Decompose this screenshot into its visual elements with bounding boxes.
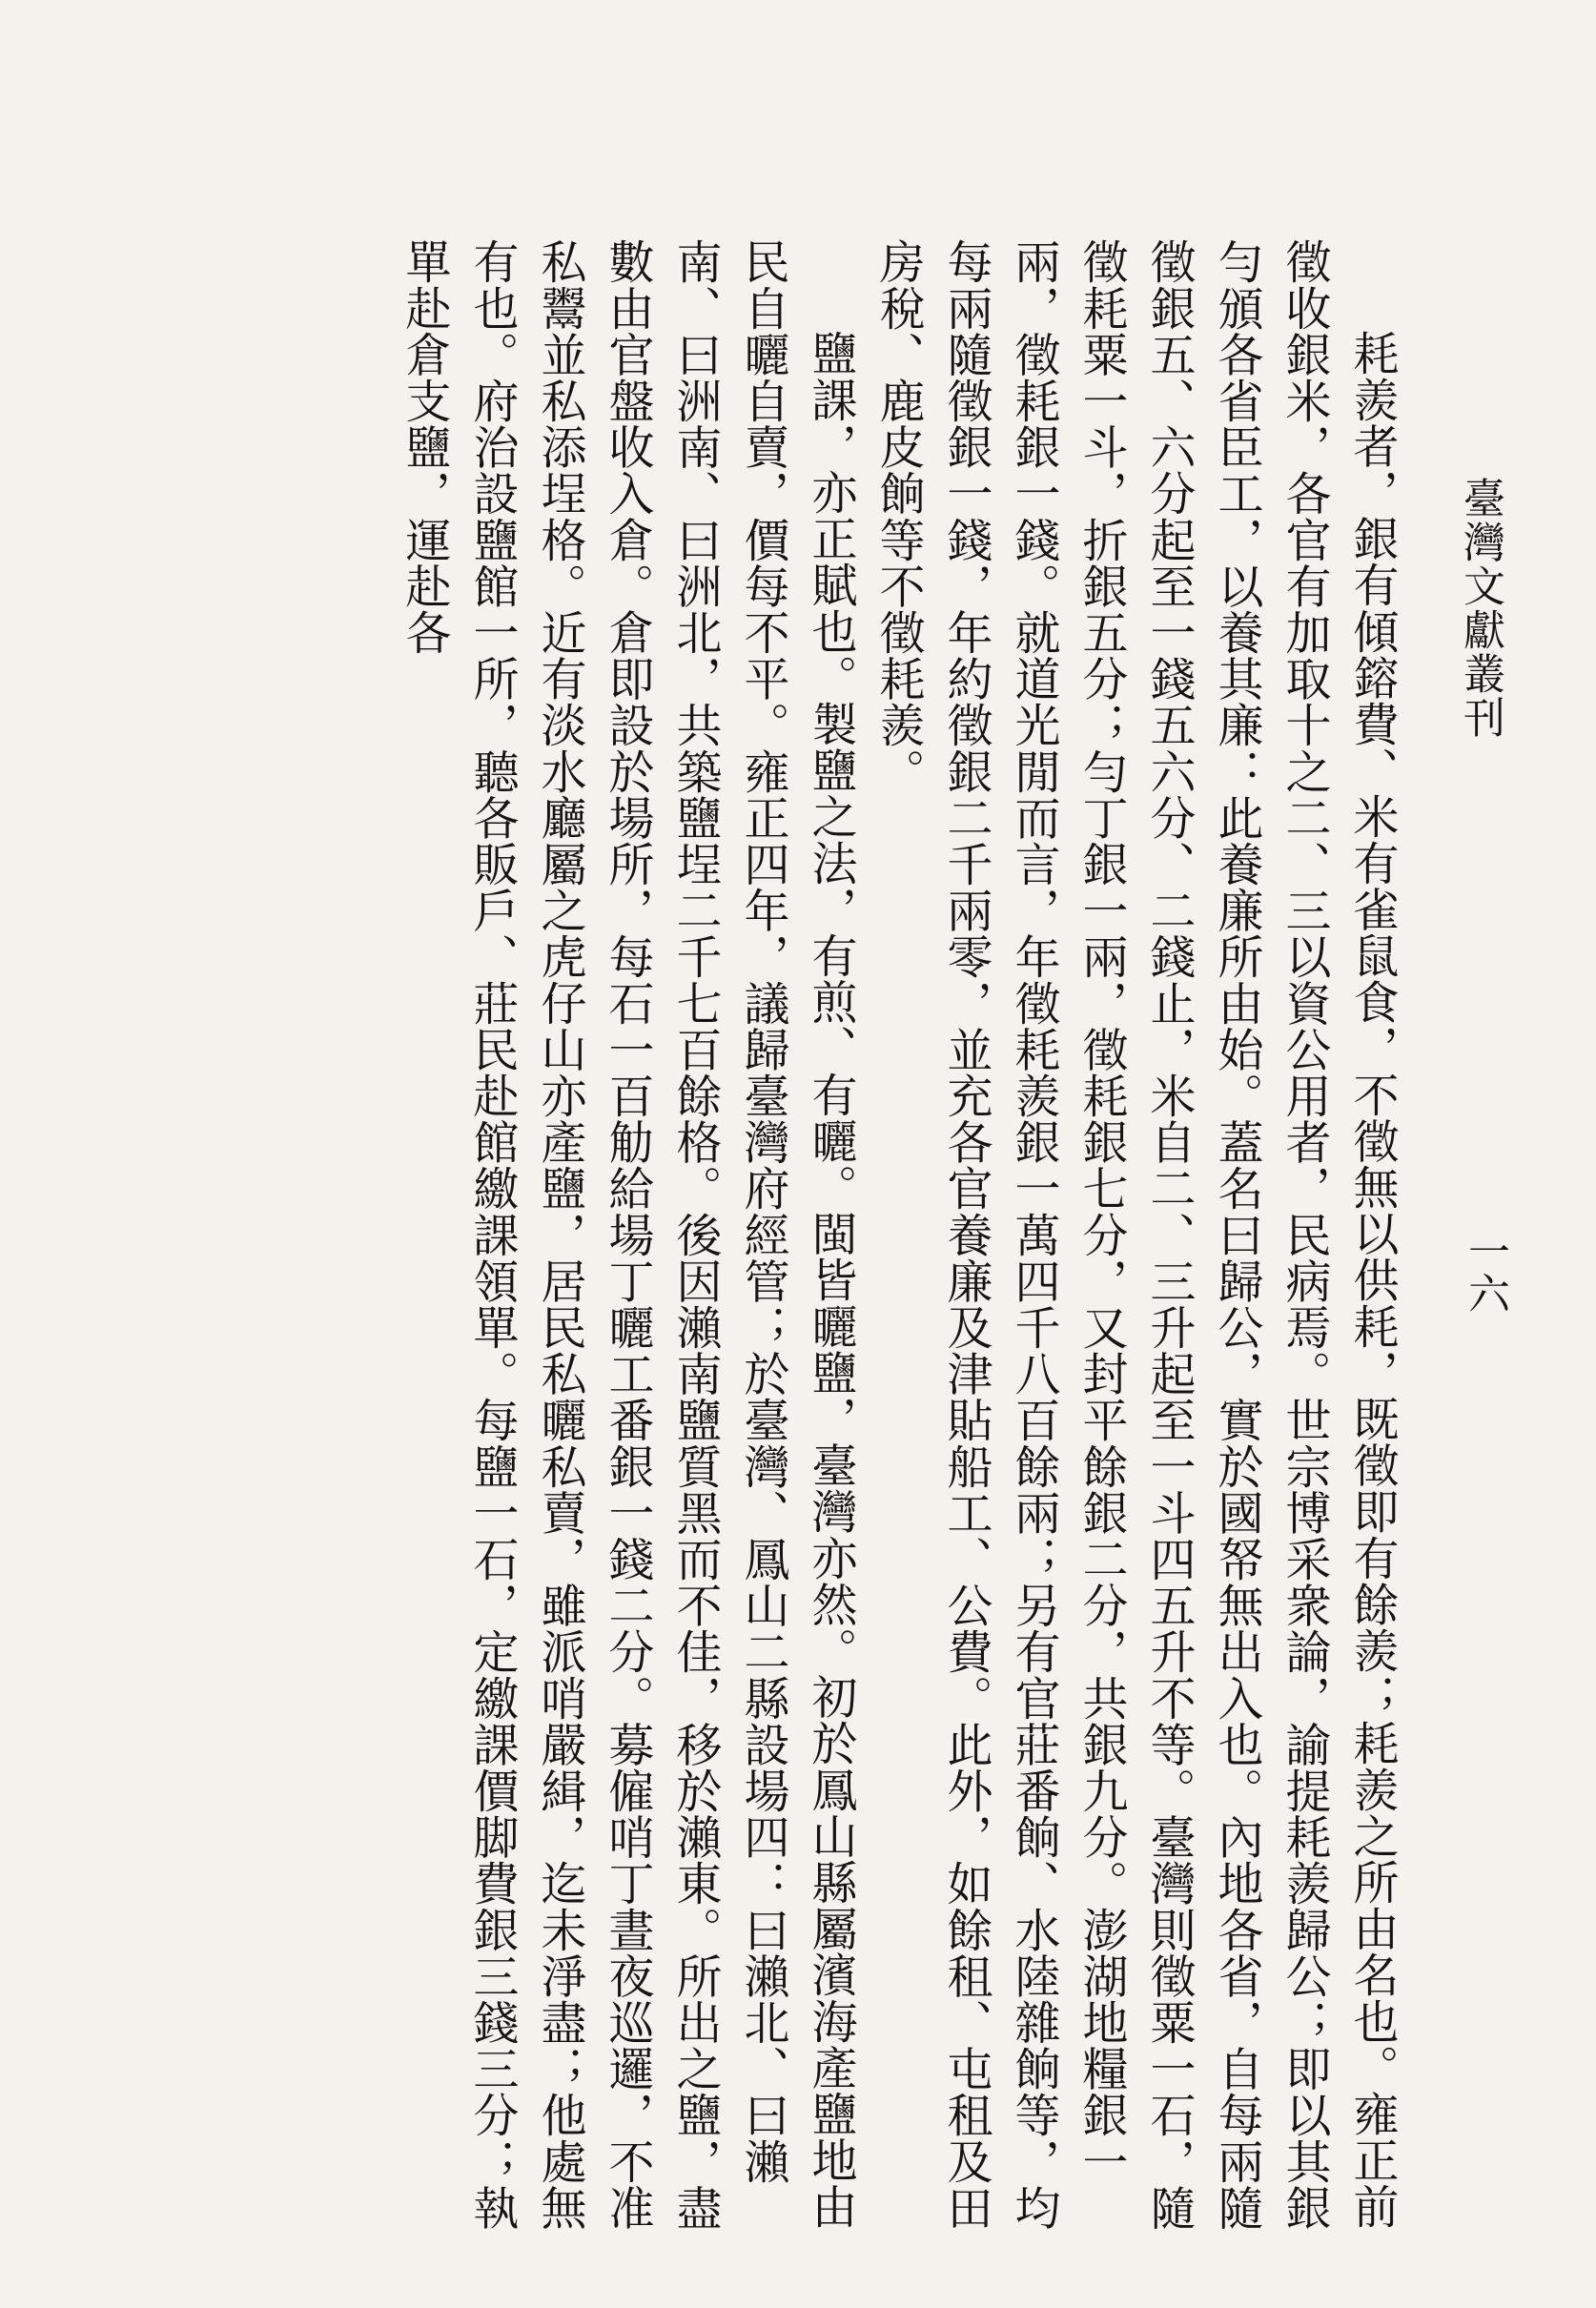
book-title: 臺灣文獻叢刊 — [1456, 477, 1504, 740]
paragraph-2: 鹽課，亦正賦也。製鹽之法，有煎、有曬。閩皆曬鹽，臺灣亦然。初於鳳山縣屬濱海產鹽地由民自曬自賣，價每不平。雍正四年，議歸臺灣府經管；於臺灣、鳳山二縣設場四：曰瀨北、曰瀨南、曰洲南、曰洲北，共築鹽埕二千七百餘格。後因瀨南鹽質黑而不佳，移於瀨東。所出之鹽，盡數由官盤收入倉。倉即設於場所，每石一百觔給場丁曬工番銀一錢二分。募僱哨丁晝夜巡邏，不准私鬻並私添埕格。近有淡水廳屬之虎仔山亦產鹽，居民私曬私賣，雖派哨嚴緝，迄未淨盡；他處無有也。府治設鹽館一所，聽各販戶、莊民赴館繳課領單。每鹽一石，定繳課價脚費銀三錢三分；執單赴倉支鹽，運赴各 — [398, 238, 857, 2231]
page-number: 一六 — [1461, 1230, 1509, 1314]
body-text — [390, 238, 1405, 2269]
lead-in-text: 耗羨者，銀有傾鎔費、米有雀鼠食，不徵無以供耗，既徵即有餘羨；耗羨之所由名 — [1345, 330, 1399, 1998]
paragraph-lead-in — [864, 238, 1405, 2269]
paragraph-1-text: 也。雍正前徵收銀米，各官有加取十之二、三以資公用者，民病焉。世宗博采衆論，諭提耗羨歸公；即以其銀勻頒各省臣工，以養其廉：此養廉所由始。蓋名曰歸公，實於國帑無出入也。內地各省，自每兩隨徵銀五、六分起至一錢五六分、二錢止，米自二、三升起至一斗四五升不等。臺灣則徵粟一石，隨徵耗粟一斗，折銀五分；勻丁銀一兩，徵耗銀七分，又封平餘銀二分，共銀九分。澎湖地糧銀一兩，徵耗銀一錢。就道光閒而言，年徵耗羨銀一萬四千八百餘兩；另有官莊番餉、水陸雜餉等，均每兩隨徵銀一錢，年約徵銀二千兩零，並充各官養廉及津貼船工、公費。此外，如餘租、屯租及田房稅、鹿皮餉等不徵耗羨。 — [871, 238, 1399, 2231]
